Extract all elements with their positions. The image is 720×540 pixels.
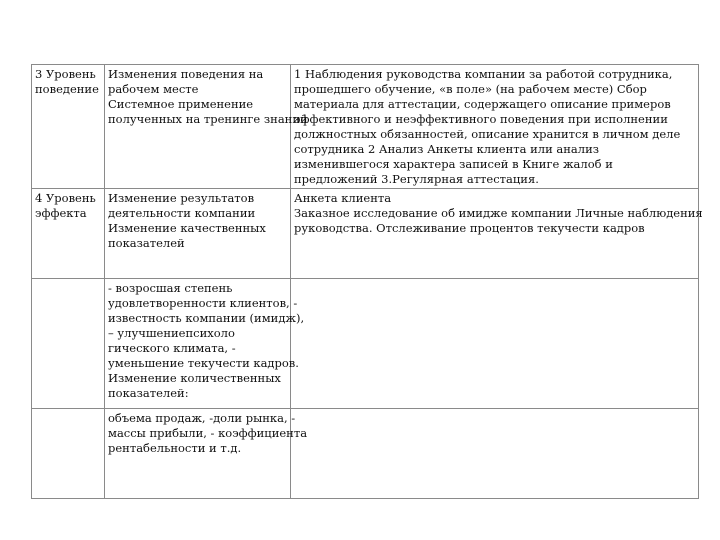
change-cell bbox=[105, 409, 308, 499]
change-cell bbox=[105, 189, 291, 279]
change-line: известность компании (имидж), bbox=[108, 311, 305, 325]
change-line: гического климата, - bbox=[108, 341, 236, 355]
level-cell bbox=[32, 409, 105, 499]
change-line: рентабельности и т.д. bbox=[108, 441, 242, 455]
method-line: Заказное исследование об имидже компании Личные наблюдения bbox=[294, 206, 703, 220]
change-line: полученных на тренинге знаний bbox=[108, 112, 308, 126]
change-cell bbox=[105, 279, 305, 409]
table-row bbox=[32, 189, 699, 279]
change-line: показателей: bbox=[108, 386, 189, 400]
level-cell bbox=[32, 279, 105, 409]
method-text: 1 Наблюдения руководства компании за работой сотрудника, прошедшего обучение, «в поле» (на рабочем месте) Сбор материала для аттестации, содержащего описание примеров эффективного и неэффективного поведения при исполнении должностных обязанностей, описание хранится в личном деле сотрудника 2 Анализ Анкеты клиента или анализ изменившегося характера записей в Книге жалоб и предложений 3.Регулярная аттестация. bbox=[294, 67, 681, 186]
table-row bbox=[32, 65, 699, 189]
change-line: – улучшениепсихоло bbox=[108, 326, 235, 340]
change-line: показателей bbox=[108, 236, 185, 250]
change-line: рабочем месте bbox=[108, 82, 199, 96]
evaluation-table bbox=[31, 64, 703, 499]
level-cell: 3 Уровень поведение bbox=[32, 65, 105, 189]
change-line: уменьшение текучести кадров. bbox=[108, 356, 299, 370]
level-cell: 4 Уровень эффекта bbox=[32, 189, 105, 279]
table-row bbox=[32, 279, 699, 409]
change-line: Изменения поведения на bbox=[108, 67, 264, 81]
method-line: Анкета клиента bbox=[294, 191, 392, 205]
change-line: объема продаж, -доли рынка, - bbox=[108, 411, 296, 425]
change-line: Изменение качественных bbox=[108, 221, 266, 235]
change-line: - возросшая степень bbox=[108, 281, 233, 295]
change-line: массы прибыли, - коэффициента bbox=[108, 426, 308, 440]
method-cell bbox=[291, 65, 699, 189]
change-cell bbox=[105, 65, 308, 189]
table-row bbox=[32, 409, 699, 499]
method-cell bbox=[291, 279, 699, 409]
method-line: руководства. Отслеживание процентов текучести кадров bbox=[294, 221, 645, 235]
change-line: деятельности компании bbox=[108, 206, 256, 220]
change-line: Системное применение bbox=[108, 97, 254, 111]
change-line: Изменение количественных bbox=[108, 371, 281, 385]
change-line: удовлетворенности клиентов, - bbox=[108, 296, 298, 310]
method-cell bbox=[291, 189, 703, 279]
change-line: Изменение результатов bbox=[108, 191, 255, 205]
method-cell bbox=[291, 409, 699, 499]
